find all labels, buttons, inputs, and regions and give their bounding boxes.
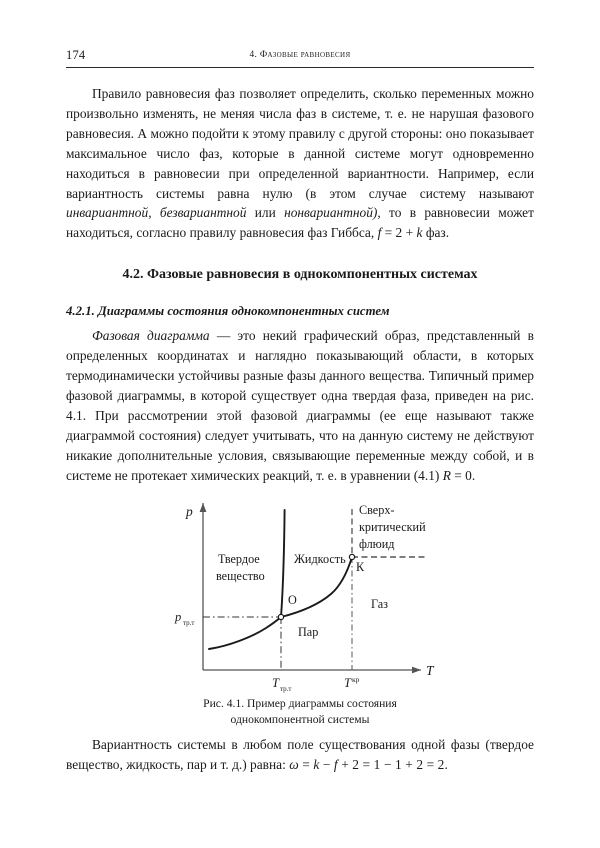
math-symbol-k-2: k <box>313 756 320 772</box>
figure-4-1 <box>66 488 534 727</box>
math-symbol-R: R <box>442 467 451 483</box>
term-invariant: инвариантной, безвариантной <box>66 205 247 221</box>
fusion-curve <box>281 510 285 617</box>
x-tick2-base: T <box>344 676 351 690</box>
page-body-tail <box>66 735 534 775</box>
variance-formula <box>289 757 448 772</box>
region-label-liquid: Жидкость <box>294 552 346 566</box>
paragraph-2-text-a: — это некий графический образ, представленный в определенных координатах и наглядно показывающий области, в которых термодинамически устойчивы разные фазы данного вещества. Типичный пример фазовой диаграммы, в которой существует одна твердая фаза, приведен на рис. 4.1. При рассмотрении этой фазовой диаграммы (ее еще называют также диаграммой состояния) следует учитывать, что на данную систему не действуют никакие дополнительные условия, связывающие переменные между собой, и в системе не протекает химических реакций, т. е. в уравнении (4.1) <box>66 328 534 483</box>
header-rule <box>66 67 534 68</box>
section-heading: 4.2. Фазовые равновесия в однокомпонентных системах <box>122 267 478 283</box>
region-label-vapor: Пар <box>298 625 319 639</box>
math-minus: − <box>319 756 334 772</box>
x-tick1-subscript: тр.т <box>280 685 292 693</box>
y-tick-label-triple <box>174 610 194 627</box>
page-number: 174 <box>66 48 86 62</box>
math-expr-rest: = 2 + <box>381 225 417 241</box>
y-tick-subscript: тр.т <box>183 619 195 627</box>
region-label-scf-line1: Сверх- <box>359 503 395 517</box>
region-label-scf-line2: критический <box>359 520 426 534</box>
paragraph-2-text-b: = 0. <box>450 467 476 483</box>
term-phase-diagram: Фазовая диаграмма <box>92 328 210 344</box>
x-axis-label: T <box>426 663 434 678</box>
phase-diagram-svg <box>66 488 534 693</box>
region-label-solid-line1: Твердое <box>218 552 260 566</box>
spacer-after-section <box>66 285 534 302</box>
chapter-title: 4. Фазовые равновесия <box>249 50 351 60</box>
x-axis-arrow <box>412 667 421 674</box>
point-label-triple: O <box>288 593 297 607</box>
spacer-before-section <box>66 243 534 265</box>
figure-caption-line2: однокомпонентной системы <box>230 712 370 726</box>
x-tick-label-triple <box>272 676 291 693</box>
math-symbol-f: f <box>377 225 382 241</box>
paragraph-3-text-a: Вариантность системы в любом поле существования одной фазы (твердое вещество, жидкость, пар и т. д.) равна: <box>66 737 534 772</box>
math-expr-tail: + 2 = 1 − 1 + 2 = 2. <box>337 756 448 772</box>
term-nonvariant: нонвариантной) <box>284 205 378 221</box>
y-axis-label: p <box>186 504 193 519</box>
figure-caption <box>66 693 534 727</box>
figure-caption-line1: Рис. 4.1. Пример диаграммы состояния <box>203 697 397 710</box>
x-tick1-base: T <box>272 676 279 690</box>
point-label-critical: К <box>356 560 365 574</box>
vaporization-curve <box>281 557 352 617</box>
y-axis-arrow <box>200 503 207 512</box>
region-label-gas: Газ <box>371 597 388 611</box>
paragraph-1 <box>66 84 534 243</box>
paragraph-1-text-d: фаз. <box>422 225 450 241</box>
x-tick-label-critical <box>344 675 360 690</box>
page-header <box>66 48 534 68</box>
critical-point-marker <box>349 554 354 559</box>
x-tick2-superscript: кр <box>352 675 360 684</box>
paragraph-3 <box>66 735 534 775</box>
math-equals-1: = <box>298 756 314 772</box>
paragraph-1-text-b: или <box>246 205 285 221</box>
sublimation-curve <box>209 617 281 649</box>
paragraph-2 <box>66 326 534 485</box>
y-tick-base: p <box>175 610 182 624</box>
paragraph-1-text-a: Правило равновесия фаз позволяет определить, сколько переменных можно произвольно изменять, не меняя числа фаз в системе, т. е. не нарушая фазового равновесия. А можно подойти к этому правилу с другой стороны: оно показывает максимальное число фаз, которые в данной системе могут одновременно находиться в равновесии при определенной вариантности. Например, если вариантность системы равна нулю (в этом случае систему называют <box>66 86 534 201</box>
phase-diagram-plot <box>66 488 534 693</box>
subsection-heading: 4.2.1. Диаграммы состояния однокомпонентных систем <box>66 304 390 319</box>
math-symbol-k: k <box>416 225 423 241</box>
region-label-solid-line2: вещество <box>216 569 265 583</box>
page-body <box>66 84 534 486</box>
math-symbol-omega: ω <box>289 756 299 772</box>
triple-point-marker <box>278 614 283 619</box>
math-symbol-f-2: f <box>333 756 338 772</box>
region-label-scf-line3: флюид <box>359 537 395 551</box>
paragraph-1-text-c: , то в равновесии может находиться, согласно правилу равновесия фаз Гиббса, <box>66 205 534 241</box>
